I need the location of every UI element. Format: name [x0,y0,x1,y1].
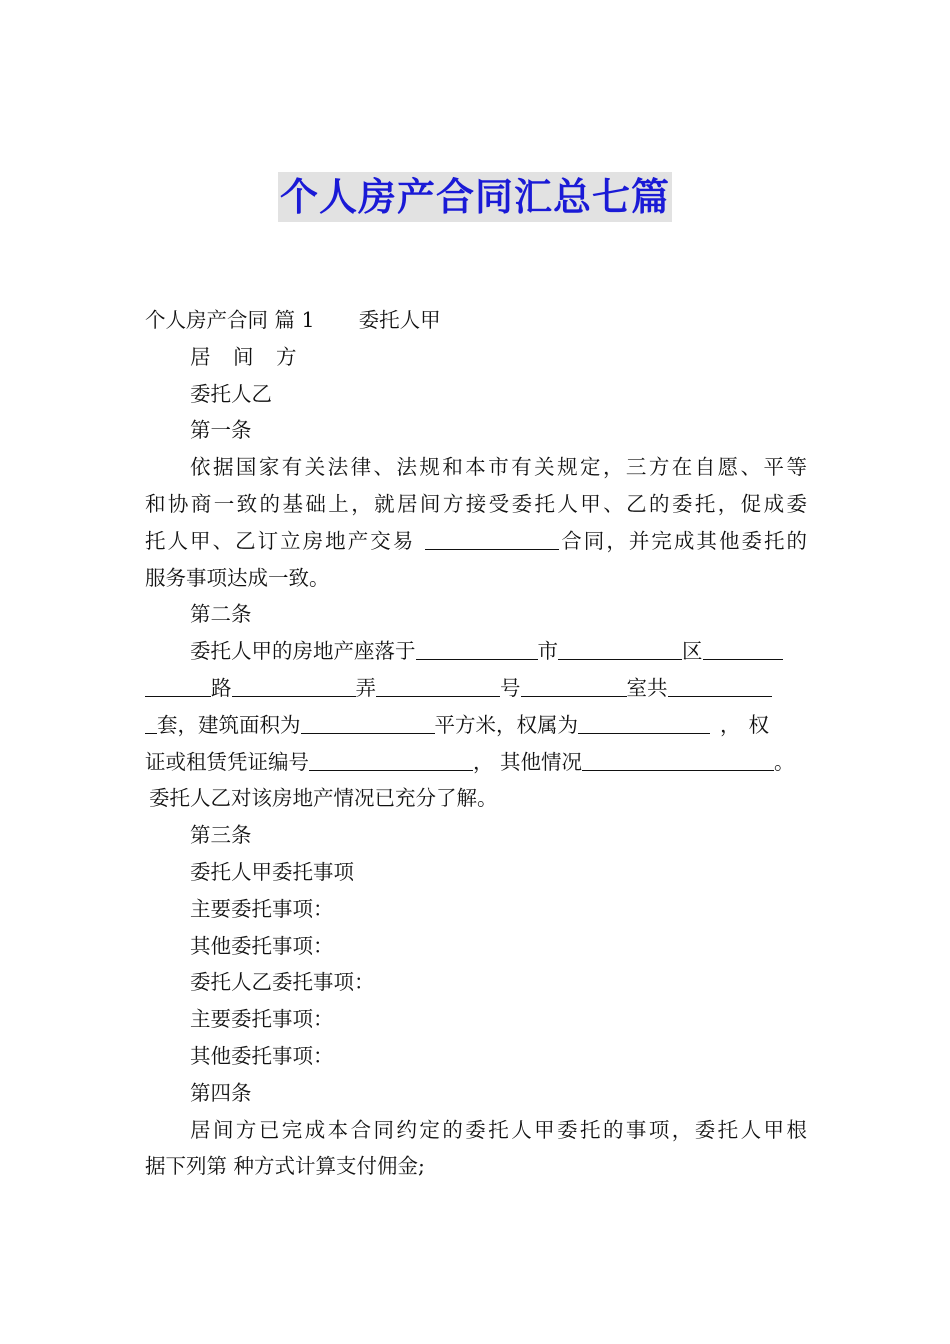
article-2-heading: 第二条 [190,602,252,627]
party-b-other-matters: 其他委托事项： [190,1043,334,1068]
lane-blank[interactable] [232,674,356,697]
road-blank-part-1[interactable] [703,637,783,660]
units-blank-part-1[interactable] [668,674,772,697]
article-2-line-2: 路 弄 号 室共 [145,670,807,707]
article-3-heading: 第三条 [190,823,252,848]
article-4-line-1: 居间方已完成本合同约定的委托人甲委托的事项，委托人甲根 [190,1117,807,1142]
article-2-line-5: 委托人乙对该房地产情况已充分了解。 [149,786,498,811]
article-4-line-2: 据下列第 种方式计算支付佣金; [145,1154,425,1179]
article-4-heading: 第四条 [190,1080,252,1105]
party-a-other-matters: 其他委托事项： [190,933,334,958]
article-1-line-3: 托人甲、乙订立房地产交易 合同，并完成其他委托的 [145,528,808,553]
article-1-heading: 第一条 [190,418,252,443]
party-a-matters: 委托人甲委托事项 [190,859,354,884]
document-title: 个人房产合同汇总七篇 [278,172,672,222]
district-blank[interactable] [558,637,682,660]
party-b-label: 委托人乙 [190,381,272,406]
units-blank-part-2[interactable] [145,711,157,734]
contract-body [145,302,807,1185]
number-blank[interactable] [376,674,500,697]
blank-field[interactable] [425,527,559,550]
party-a-main-matters: 主要委托事项： [190,896,334,921]
other-situation-blank[interactable] [582,748,774,771]
article-2-line-1: 委托人甲的房地产座落于 市 区 [145,633,807,670]
certificate-number-blank[interactable] [309,748,473,771]
intermediary-label: 居 间 方 [190,344,305,369]
city-blank[interactable] [416,637,538,660]
party-b-main-matters: 主要委托事项： [190,1007,334,1032]
article-1-line-2: 和协商一致的基础上，就居间方接受委托人甲、乙的委托，促成委 [145,491,807,516]
article-2-line-3: 套，建筑面积为 平方米，权属为 ，权 [145,707,807,744]
title-wrap [0,172,950,222]
area-blank[interactable] [301,711,435,734]
road-blank-part-2[interactable] [145,674,211,697]
party-a-label: 委托人甲 [358,308,441,332]
line-1 [145,302,807,339]
article-1-line-1: 依据国家有关法律、法规和本市有关规定，三方在自愿、平等 [190,455,807,480]
ownership-blank[interactable] [578,711,710,734]
article-1-line-4: 服务事项达成一致。 [145,565,330,590]
party-b-matters: 委托人乙委托事项： [190,970,375,995]
section-heading: 个人房产合同 篇 1 [145,308,315,332]
article-2-line-4: 证或租赁凭证编号 ， 其他情况 。 [145,749,795,774]
room-blank[interactable] [521,674,627,697]
